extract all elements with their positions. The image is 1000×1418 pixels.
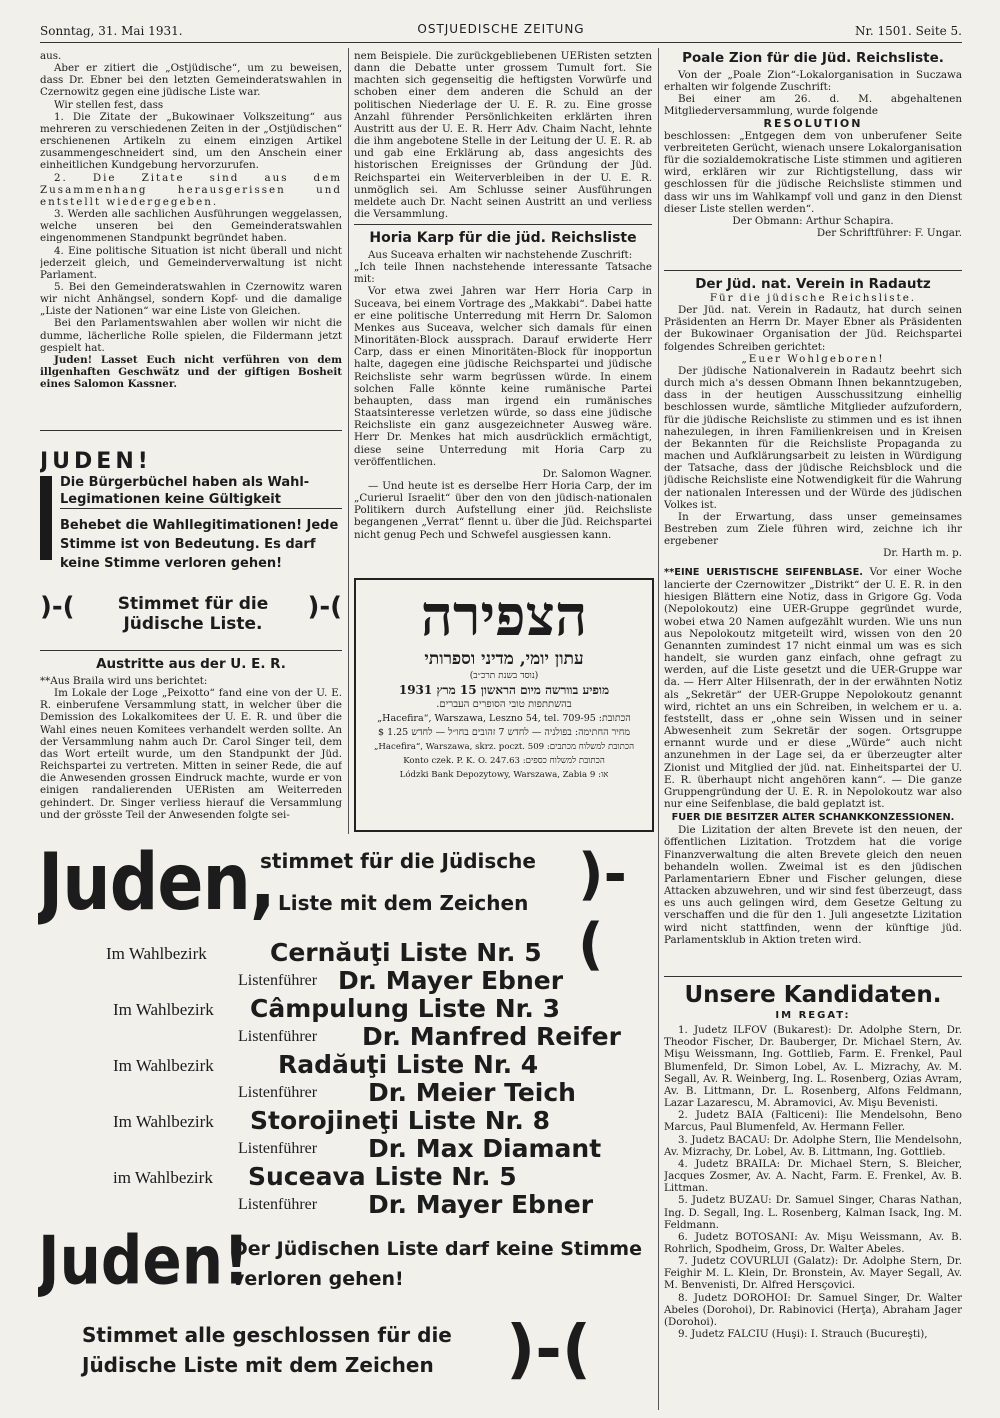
leader-label: Listenführer <box>238 1140 318 1157</box>
paragraph: Der Jüd. nat. Verein in Radautz, hat durch seinen Präsidenten an Herrn Dr. Mayer Ebner als Präsidenten der Bukowinaer Organisation der Jüd. Reichspartei folgendes Schreiben gerichtet: <box>664 304 962 353</box>
paragraph: „Euer Wohlgeboren! <box>741 352 885 365</box>
district-label: Im Wahlbezirk <box>113 1000 214 1019</box>
advert-line-4: Stimmet alle geschlossen für die Jüdische Liste mit dem Zeichen <box>82 1323 452 1377</box>
signature: Dr. Salomon Wagner. <box>542 467 652 480</box>
advert-line-3: Der Jüdischen Liste darf keine Stimme verloren gehen! <box>232 1238 642 1290</box>
paragraph: **Aus Braila wird uns berichtet: <box>40 675 208 687</box>
paragraph: 2. Die Zitate sind aus dem Zusammenhang herausgerissen und entstellt wiedergegeben. <box>40 171 342 208</box>
paragraph: Aber er zitiert die „Ostjüdische“, um zu beweisen, dass Dr. Ebner bei den letzten Gemeinderatswahlen in Czernowitz gegen eine jüdische Liste war. <box>40 62 342 99</box>
closing-appeal: Juden! Lasset Euch nicht verführen von dem illgenhaften Geschwätz und der giftigen Bosheit eines Salomon Kassner. <box>40 353 342 391</box>
candidate-list: 8. Judetz DOROHOI: Dr. Samuel Singer, Dr. Walter Abeles (Dorohoi), Dr. Rabinovici (Herţa), Abraham Jager (Dorohoi). <box>664 1291 962 1328</box>
article-zitate <box>40 50 342 425</box>
election-advert <box>38 840 652 1410</box>
hazefira-bank: Lódzki Bank Depozytowy, Warszawa, Zabia 9 :או <box>399 770 609 780</box>
issue-date: Sonntag, 31. Mai 1931. <box>40 24 183 38</box>
hazefira-prices: מחיר החתימה: בפולניה — לחדש 7 זהובים בחו״ל — לחדש 1.25 $ <box>378 727 630 738</box>
section-rule <box>664 976 962 977</box>
district-name: Storojineţi Liste Nr. 8 <box>250 1106 551 1135</box>
article-austritte-continued <box>354 50 652 228</box>
candidate-list: 2. Judetz BAIA (Falticeni): Ilie Mendelsohn, Beno Marcus, Paul Blumenfeld, Av. Hermann Feller. <box>664 1109 962 1134</box>
notice-title: JUDEN! <box>40 450 152 474</box>
notice-line-3: Stimmet für die Jüdische Liste. <box>117 594 269 634</box>
paragraph: 1. Die Zitate der „Bukowinaer Volkszeitung“ aus mehreren zu verschiedenen Zeiten in der „Ostjüdischen“ erschienenen Artikeln zu einem einzigen Artikel zusammengeschneidert sind, um den Anschein einer einheitlichen Kundgebung hervorzurufen. <box>40 110 342 172</box>
hazefira-ad <box>354 578 654 832</box>
advert-line-2: Liste mit dem Zeichen <box>278 891 529 915</box>
candidate-list: 7. Judetz COVURLUI (Galatz): Dr. Adolphe Stern, Dr. Feighir M. L. Klein, Dr. Bronstein, Av. Mayer Segall, Av. M. Benvenisti, Dr. Alfred Hersçovici. <box>664 1255 962 1292</box>
newspaper-title: OSTJUEDISCHE ZEITUNG <box>417 22 585 36</box>
list-leader: Dr. Mayer Ebner <box>338 966 564 995</box>
advert-juden-2: Juden! <box>38 1221 250 1300</box>
paragraph: Von der „Poale Zion“-Lokalorganisation in Suczawa erhalten wir folgende Zuschrift: <box>664 69 962 94</box>
list-leader: Dr. Meier Teich <box>368 1078 576 1107</box>
candidate-list: 1. Judetz ILFOV (Bukarest): Dr. Adolphe Stern, Dr. Theodor Fischer, Dr. Bauberger, Dr. Michael Stern, Av. Mişu Weissmann, Ing. Gottlieb, Farm. E. Frenkel, Paul Blumenfeld, Dr. Simon Lobel, Av. L. Mizrachy, Av. M. Segall, Av. R. Weinberg, Ing. L. Rosenberg, Ozias Avram, Av. B. Littmann, Dr. L. Rosenberg, Alfons Feldmann, Lazar Lazarescu, M. Abramovici, Av. Mişu Bevenisti. <box>664 1024 962 1110</box>
district-label: Im Wahlbezirk <box>106 944 207 963</box>
hazefira-launch: מופיע בוורשה מיום הראשון 15 מרץ 1931 <box>398 683 610 697</box>
candidate-list: 3. Judetz BACAU: Dr. Adolphe Stern, Ilie Mendelsohn, Av. Mizrachy, Dr. Lobel, Av. B. Littmann, Ing. Gottlieb. <box>664 1133 962 1158</box>
hazefira-subtitle: עתון יומי, מדיני וספרותי <box>424 649 584 669</box>
district-label: im Wahlbezirk <box>113 1168 213 1187</box>
district-name: Radăuţi Liste Nr. 4 <box>278 1050 539 1079</box>
juden-notice-box <box>40 450 342 645</box>
district-name: Câmpulung Liste Nr. 3 <box>250 994 560 1023</box>
candidate-list: 9. Judetz FALCIU (Huşi): I. Strauch (Bucureşti), <box>678 1328 928 1341</box>
page-number: Nr. 1501. Seite 5. <box>854 24 962 38</box>
article-heading: Der Jüd. nat. Verein in Radautz <box>695 276 931 292</box>
paragraph: Der jüdische Nationalverein in Radautz beehrt sich durch mich a's dessen Obmann Ihnen bekanntzugeben, dass in der heutigen Ausschussitzung einhellig beschlossen wurde, sämtliche Mitglieder aufzufordern, für die jüdische Reichsliste zu stimmen und es ist ihnen nahezulegen, in ihren Familienkreisen und in Kreisen der Bekannten für die Reichsliste Propaganda zu machen und Aufklärungsarbeit zu leisten in Würdigung der Tatsache, dass der jüdische Reichsblock und die jüdische Reichsliste eine Notwendigkeit für die Wahrung der nationalen Interessen und der Würde des jüdischen Volkes ist. <box>664 364 962 511</box>
article-heading: Austritte aus der U. E. R. <box>96 656 286 672</box>
paragraph: 3. Werden alle sachlichen Ausführungen weggelassen, welche unseren bei den Gemeinderatswahlen eingenommenen Standpunkt begründet haben. <box>40 208 342 245</box>
hazefira-founded: (נוסד בשנת תרכ״ב) <box>469 671 539 681</box>
paragraph: 5. Bei den Gemeinderatswahlen in Czernowitz waren wir nicht Anhängsel, sondern Kopf- und die damalige „Liste der Nationen“ war eine Liste von Gleichen. <box>40 280 342 318</box>
list-leader: Dr. Mayer Ebner <box>368 1190 594 1219</box>
paragraph: nem Beispiele. Die zurückgebliebenen UERisten setzten dann die Debatte unter grossem Tumult fort. Sie machten sich gegenseitig die heftigsten Vorwürfe und schoben einer dem anderen die Schuld an der politischen Niederlage der U. E. R. zu. Eine grosse Anzahl führender Persönlichkeiten erklärten ihren Austritt aus der U. E. R. Herr Adv. Chaim Nacht, lehnte die ihm angebotene Stelle in der Leitung der U. E. R. ab und gab eine Erklärung ab, dass angesichts des historischen Ereignisses der Gründung der Jüd. Reichspartei ein Weiterverbleiben in der U. E. R. unmöglich sei. Am Schlusse seiner Ausführungen meldete auch Dr. Nacht seinen Austritt an und verliess die Versammlung. <box>354 50 652 221</box>
article-seifenblase <box>664 566 962 956</box>
article-kandidaten <box>664 980 962 1410</box>
masthead-rule <box>40 42 962 43</box>
candidates-heading: Unsere Kandidaten. <box>684 982 942 1008</box>
hazefira-post: „Hacefira“, Warszawa, skrz. poczt. 509 :הכתובת למשלוח מכתבים <box>373 742 635 752</box>
paragraph: aus. <box>40 50 62 62</box>
leader-label: Listenführer <box>238 972 318 989</box>
paragraph: Aus Suceava erhalten wir nachstehende Zuschrift: <box>368 249 633 261</box>
article-austritte <box>40 654 342 834</box>
paragraph: Vor etwa zwei Jahren war Herr Horia Carp in Suceava, bei einem Vortrage des „Makkabi“. Dabei hatte er eine politische Unterredung mit Herrn Dr. Salomon Menkes aus Suceava, welcher sich damals für einen Minoritäten-Block aussprach. Darauf erwiderte Herr Carp, dass er einen Minoritäten-Block für inopportun halte, dagegen eine jüdische Reichspartei und jüdische Reichsliste sehr warm begrüssen würde. In einem solchen Falle könnte keine rumänische Partei behaupten, dass man irgend ein rumänisches Staatsinteresse verletzen würde, so dass eine jüdische Reichsliste ein ganz ausgezeichneter Ausweg wäre. Herr Dr. Menkes hat mich ausdrücklich ermächtigt, diese seine Unterredung mit Horia Carp zu veröffentlichen. <box>354 285 652 468</box>
signature: Der Obmann: Arthur Schapira. <box>732 214 894 227</box>
article-poale-zion <box>664 48 962 268</box>
advert-symbol: )-( <box>578 842 627 977</box>
black-bar <box>40 476 52 560</box>
paragraph: Wir stellen fest, dass <box>54 98 164 111</box>
paragraph: „Ich teile Ihnen nachstehende interessante Tatsache mit: <box>354 261 652 286</box>
section-rule <box>40 430 342 431</box>
hazefira-address: „Hacefira“, Warszawa, Leszno 54, tel. 709-95 :הכתובת <box>377 713 631 724</box>
paragraph: In der Erwartung, dass unser gemeinsames Bestreben zum Ziele führen wird, zeichne ich ihr ergebener <box>664 510 962 548</box>
paragraph: Die Lizitation der alten Brevete ist den neuen, der öffentlichen Lizitation. Trotzdem hat die vorige Finanzverwaltung die alten Brevete gleich den neuen behandeln wollen. Zweimal ist es den jüdischen Parlamentariern Ebner und Fischer gelungen, diese Attacken abzuwehren, und wir sind fest überzeugt, dass es uns auch gelingen wird, dem Gesetze Geltung zu verschaffen und die für den 1. Juli angesetzte Lizitation wird nicht stattfinden, wenn der künftige jüd. Parlamentsklub in Aktion treten wird. <box>664 824 962 946</box>
hazefira-title: הצפירה <box>420 583 588 649</box>
section-rule <box>664 270 962 271</box>
column-divider <box>348 48 349 834</box>
article-subheading: Für die jüdische Reichsliste. <box>709 292 917 304</box>
advert-symbol-2: )-( <box>506 1313 592 1387</box>
column-divider <box>658 48 659 1410</box>
signature: Der Schriftführer: F. Ungar. <box>816 227 962 240</box>
notice-line-2: Behebet die Wahllegitimationen! Jede Stimme ist von Bedeutung. Es darf keine Stimme verloren gehen! <box>60 518 339 571</box>
article-heading: **EINE UERISTISCHE SEIFENBLASE. <box>664 567 864 578</box>
paragraph: Im Lokale der Loge „Peixotto“ fand eine von der U. E. R. einberufene Versammlung statt, in welcher über die Demission des Lokalkomitees der U. E. R. und über die Wahl eines neuen Komitees verhandelt werden sollte. An der Versammlung nahm auch Dr. Carol Singer teil, dem das Wort erteilt wurde, um den Standpunkt der Jüd. Reichspartei zu vertreten. Mitten in seiner Rede, die auf die Anwesenden grossen Eindruck machte, wurde er von einigen randalierenden UERisten am Weiterreden gehindert. Dr. Singer verliess hierauf die Versammlung und der grösste Teil der Anwesenden folgte sei- <box>40 687 342 821</box>
paragraph: Vor einer Woche lancierte der Czernowitzer „Distrikt“ der U. E. R. in den hiesigen Blättern eine Notiz, dass in Grigore Gg. Voda (Nepolokoutz) eine UER-Gruppe gegründet wurde, wobei etwa 20 Namen aufgezählt wurden. Wie uns nun aus Nepolokoutz mitgeteilt wird, wissen von den 20 Genannten zumindest 17 nicht einmal um was es sich handelt, sie wurden ganz einfach, ohne gefragt zu werden, auf die Liste gesetzt und die UER-Gruppe war da. — Herr Alter Hilsenrath, der in der erwähnten Notiz als „Sekretär“ der UER-Gruppe Nepolokoutz genannt wird, richtet an uns ein Schreiben, in welchem er u. a. feststellt, dass er „ohne sein Wissen und in seiner Abwesenheit zum Sekretär der sogen. Ortsgruppe ernannt wurde und er diese „Würde“ auch nicht anzunehmen in der Lage sei, da er überzeugter alter Zionist und Mitglied der jüd. nat. Einheitspartei der U. E. R. überhaupt nicht angehören kann“. — Die ganze Gruppengründung der U. E. R. in Nepolokoutz war also nur eine Seifenblase, die bald geplatzt ist. <box>664 566 962 810</box>
candidate-list: 4. Judetz BRAILA: Dr. Michael Stern, S. Bleicher, Jacques Zosmer, Av. A. Nacht, Farm. E. Frenkel, Av. B. Littman. <box>664 1157 962 1195</box>
notice-line-1: Die Bürgerbüchel haben als Wahl-Legimationen keine Gültigkeit <box>60 474 342 509</box>
hazefira-konto: Konto czek. P. K. O. 247.63 :הכתובת למשלוח כספים <box>403 756 605 766</box>
leader-label: Listenführer <box>238 1028 318 1045</box>
list-leader: Dr. Max Diamant <box>368 1134 602 1163</box>
list-symbol-left: )-( <box>40 592 75 622</box>
paragraph: beschlossen: „Entgegen dem von unberufener Seite verbreiteten Gerücht, wienach unsere Lokalorganisation für die sozialdemokratische Liste stimmen und agitieren wird, erklären wir zur Richtigstellung, dass wir geschlossen für die jüdische Reichsliste stimmen und dass wir uns im Wahlkampf voll und ganz in den Dienst dieser Liste stellen werden“. <box>664 129 962 215</box>
district-label: Im Wahlbezirk <box>113 1112 214 1131</box>
advert-juden: Juden, <box>38 840 275 929</box>
paragraph: 4. Eine politische Situation ist nicht überall und nicht jederzeit gleich, und Gemeinderverwaltung ist nicht Parlament. <box>40 244 342 281</box>
hazefira-writers: בהשתתפות טובי הסופרים העברים. <box>436 699 572 710</box>
leader-label: Listenführer <box>238 1084 318 1101</box>
paragraph: Bei den Parlamentswahlen aber wollen wir nicht die dumme, lächerliche Rolle spielen, die Fildermann jetzt gespielt hat. <box>40 317 342 354</box>
candidate-list: 5. Judetz BUZAU: Dr. Samuel Singer, Charas Nathan, Ing. D. Segall, Ing. L. Rosenberg, Kalman Isack, Ing. M. Feldmann. <box>664 1194 962 1231</box>
article-radautz <box>664 274 962 564</box>
section-rule <box>354 224 652 225</box>
list-symbol-right: )-( <box>307 592 342 622</box>
candidate-list: 6. Judetz BOTOSANI: Av. Mişu Weissmann, Av. B. Rohrlich, Spodheim, Gross, Dr. Walter Abeles. <box>664 1230 962 1255</box>
article-heading: Poale Zion für die Jüd. Reichsliste. <box>682 50 944 66</box>
district-label: Im Wahlbezirk <box>113 1056 214 1075</box>
district-name: Suceava Liste Nr. 5 <box>248 1162 517 1191</box>
paragraph: — Und heute ist es derselbe Herr Horia Carp, der im „Curierul Israelit“ über den von den jüdisch-nationalen Politikern durch Aufstellung einer jüd. Reichsliste begangenen „Verrat“ flennt u. über die Jüd. Reichspartei nicht genug Pech und Schwefel ausgiessen kann. <box>354 479 652 541</box>
paragraph: Bei einer am 26. d. M. abgehaltenen Mitgliederversammlung, wurde folgende <box>664 93 962 118</box>
signature: Dr. Harth m. p. <box>883 547 962 560</box>
article-heading: Horia Karp für die jüd. Reichsliste <box>369 230 637 246</box>
leader-label: Listenführer <box>238 1196 318 1213</box>
district-name: Cernăuţi Liste Nr. 5 <box>270 938 542 967</box>
list-leader: Dr. Manfred Reifer <box>362 1022 621 1051</box>
masthead <box>40 22 962 40</box>
resolution-heading: RESOLUTION <box>763 116 863 130</box>
section-rule <box>40 650 342 651</box>
candidates-subheading: IM REGAT: <box>775 1010 851 1021</box>
article-horia-karp <box>354 228 652 558</box>
article-heading: FUER DIE BESITZER ALTER SCHANKKONZESSIONEN. <box>671 812 955 824</box>
advert-line-1: stimmet für die Jüdische <box>260 849 536 873</box>
